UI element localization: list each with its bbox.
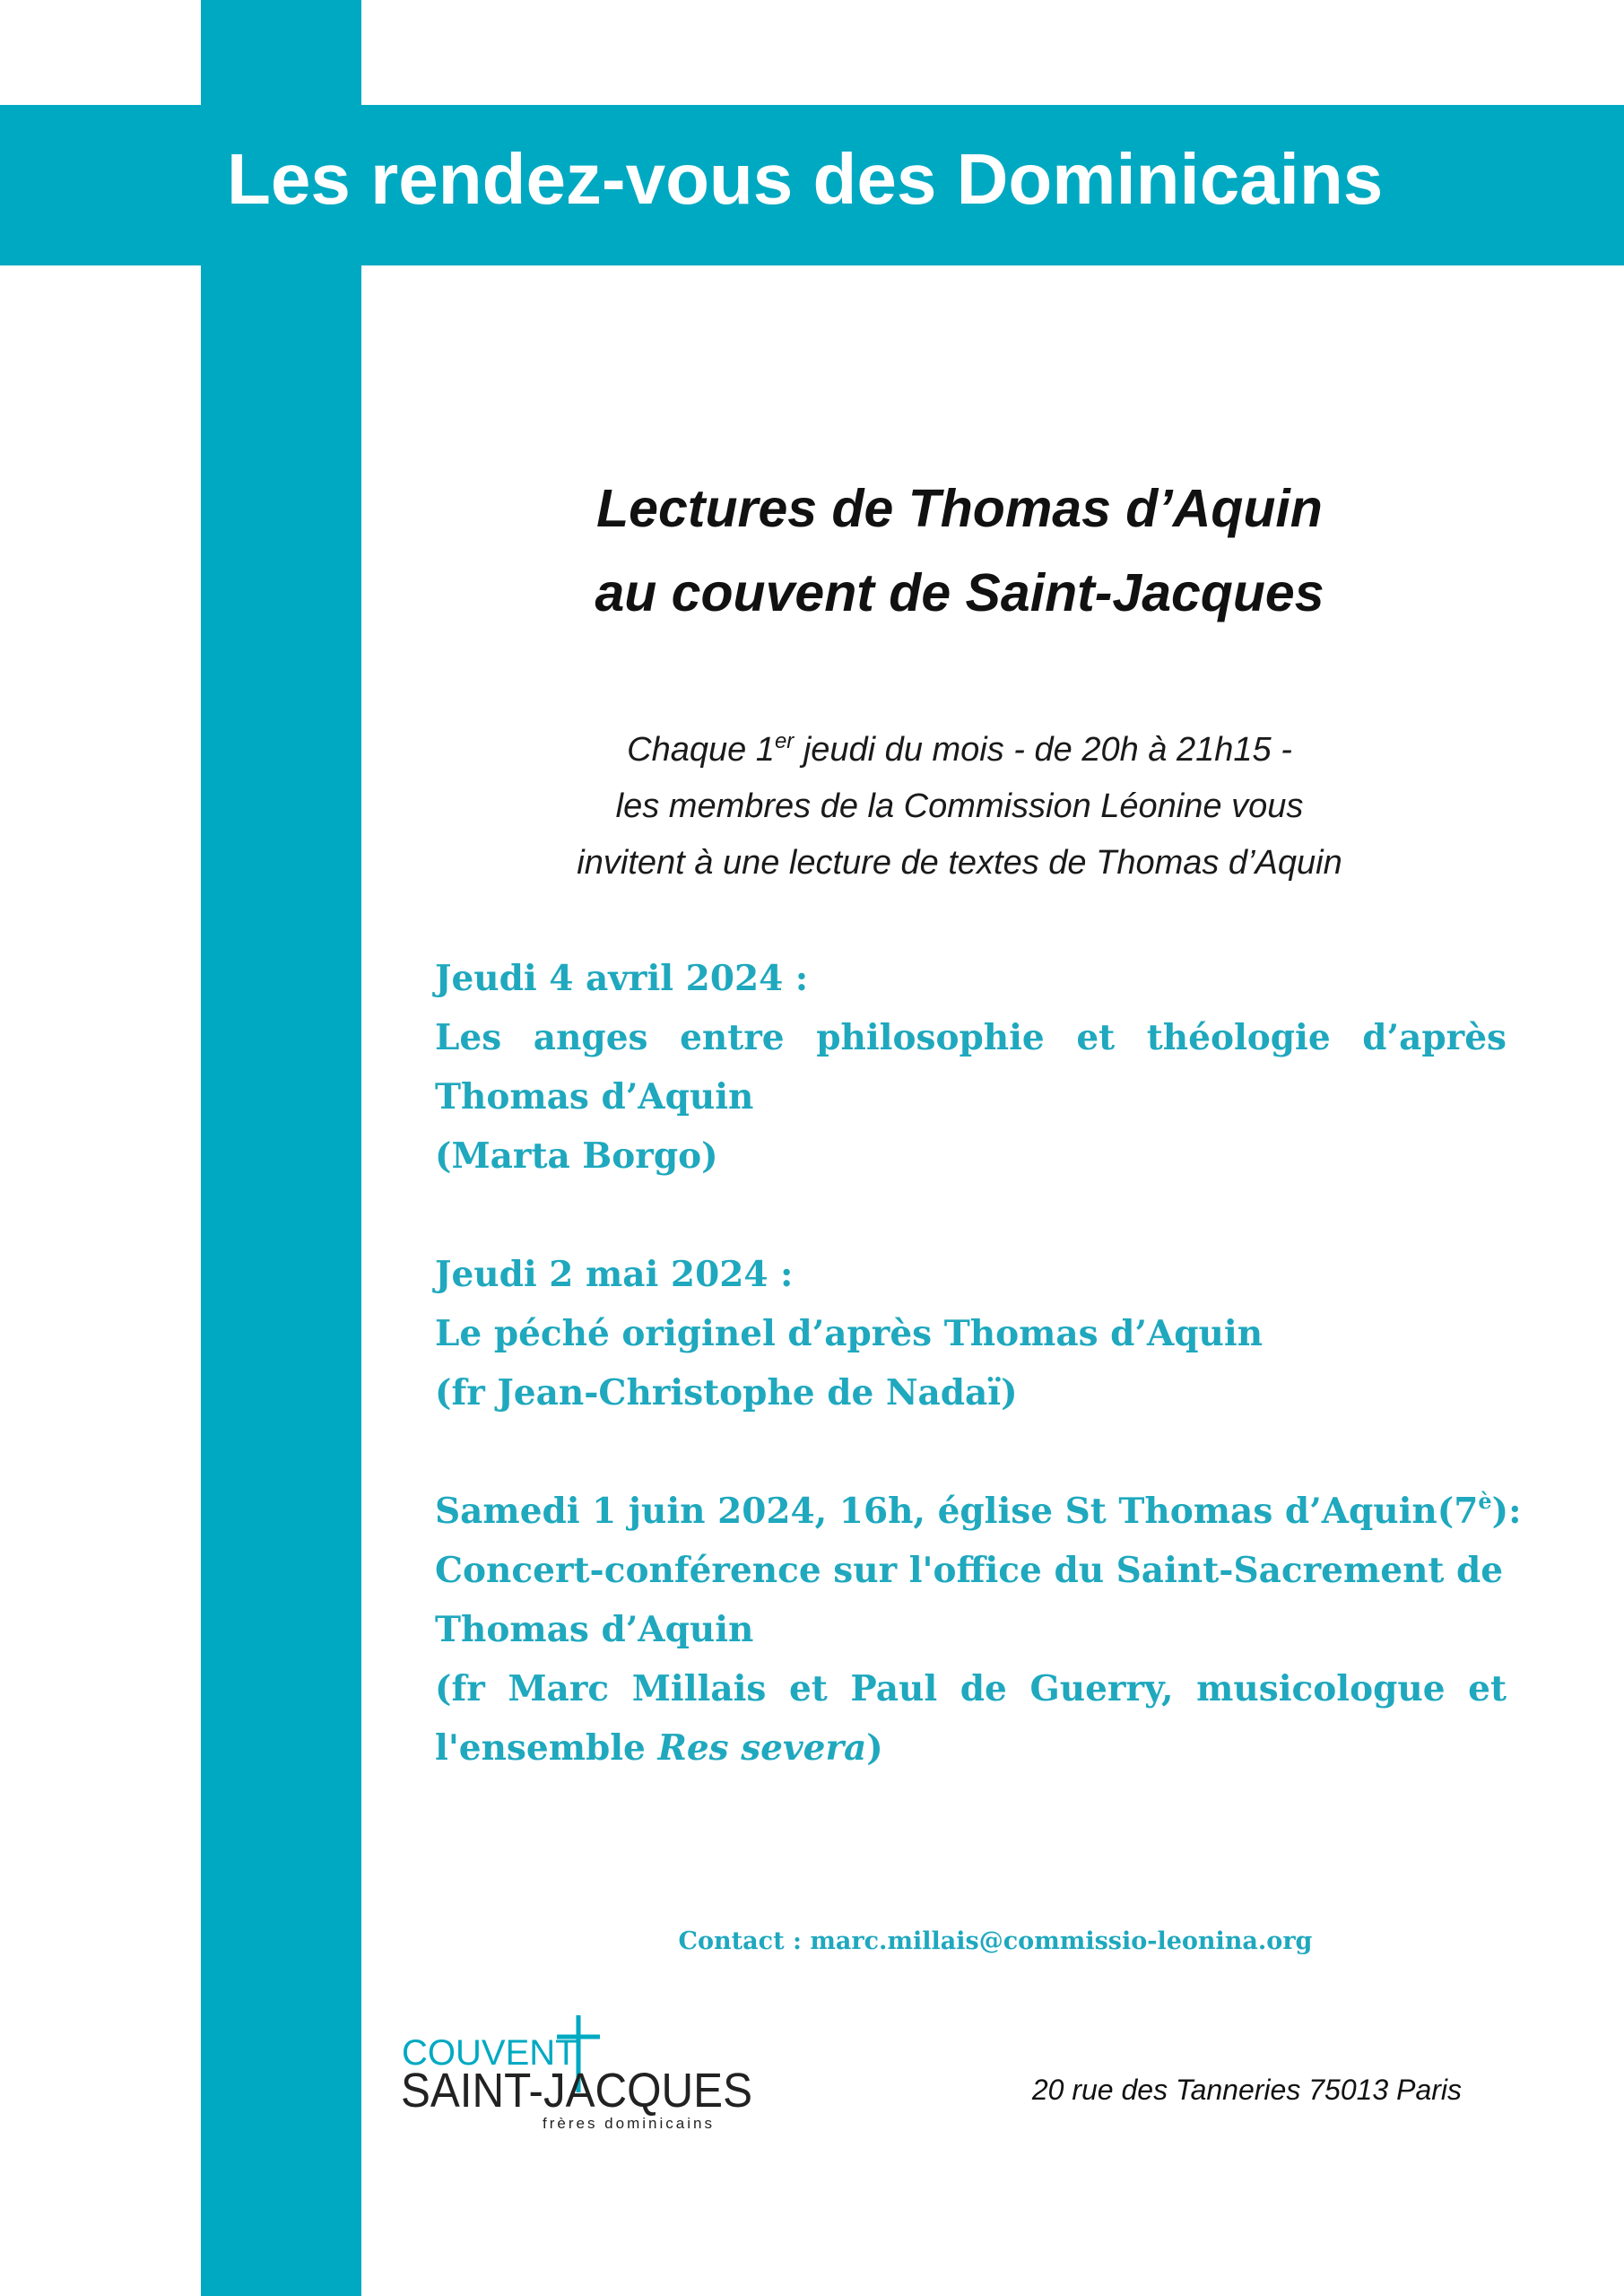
intro-text	[421, 722, 1498, 891]
couvent-saint-jacques-logo	[399, 2013, 767, 2139]
event-ensemble-name: Res severa	[657, 1727, 867, 1769]
event-title-line-1: Les anges entre philosophie et théologie d’après	[435, 1017, 1507, 1058]
event-title-line-1: Concert-conférence sur l'office du Saint-Sacrement de	[435, 1550, 1504, 1591]
event-title-line-2: Thomas d’Aquin	[435, 1609, 754, 1650]
event-item-3	[435, 1482, 1522, 1778]
contact-line: Contact : marc.millais@commissio-leonina.org	[678, 1927, 1313, 1955]
event-speaker-line-2	[435, 1718, 1507, 1778]
event-date-sup: è	[1478, 1488, 1492, 1514]
logo-line-2: SAINT-JACQUES	[401, 2064, 752, 2118]
event-speaker-line-1: (fr Marc Millais et Paul de Guerry, musicologue et	[435, 1668, 1507, 1709]
event-date-start: Samedi 1 juin 2024, 16h, église St Thomas d’Aquin(7	[435, 1491, 1479, 1532]
logo-line-1: COUVENT	[402, 2033, 578, 2073]
logo-graphic	[399, 2013, 767, 2139]
event-speaker-line-2-start: l'ensemble	[435, 1727, 658, 1769]
intro-line-2: les membres de la Commission Léonine vous	[615, 787, 1304, 825]
event-speaker: (fr Jean-Christophe de Nadaï)	[435, 1372, 1018, 1413]
intro-line-1-sup: er	[774, 729, 795, 753]
event-date-end: ):	[1491, 1491, 1522, 1532]
intro-line-1-end: jeudi du mois - de 20h à 21h15 -	[794, 731, 1292, 769]
event-date	[435, 1482, 1522, 1541]
event-date: Jeudi 2 mai 2024 :	[435, 1254, 794, 1295]
logo-tagline: frères dominicains	[543, 2115, 715, 2132]
event-speaker-line-2-end: )	[866, 1727, 883, 1769]
address: 20 rue des Tanneries 75013 Paris	[1031, 2074, 1462, 2106]
events-list	[435, 949, 1522, 1837]
event-item-1	[435, 949, 1507, 1186]
cross-vertical-bar	[201, 0, 361, 2296]
header-title: Les rendez-vous des Dominicains	[227, 139, 1384, 219]
intro-line-1	[421, 722, 1498, 778]
event-date: Jeudi 4 avril 2024 :	[435, 958, 809, 999]
subtitle-line-2: au couvent de Saint-Jacques	[595, 563, 1324, 622]
intro-line-1-start: Chaque 1	[627, 731, 775, 769]
subtitle	[421, 466, 1498, 635]
event-title: Le péché originel d’après Thomas d’Aquin	[435, 1313, 1264, 1354]
event-item-2	[435, 1245, 1507, 1422]
event-speaker: (Marta Borgo)	[435, 1135, 718, 1177]
subtitle-line-1: Lectures de Thomas d’Aquin	[596, 479, 1323, 538]
event-title-line-2: Thomas d’Aquin	[435, 1076, 754, 1118]
intro-line-3: invitent à une lecture de textes de Thomas d’Aquin	[577, 844, 1342, 882]
